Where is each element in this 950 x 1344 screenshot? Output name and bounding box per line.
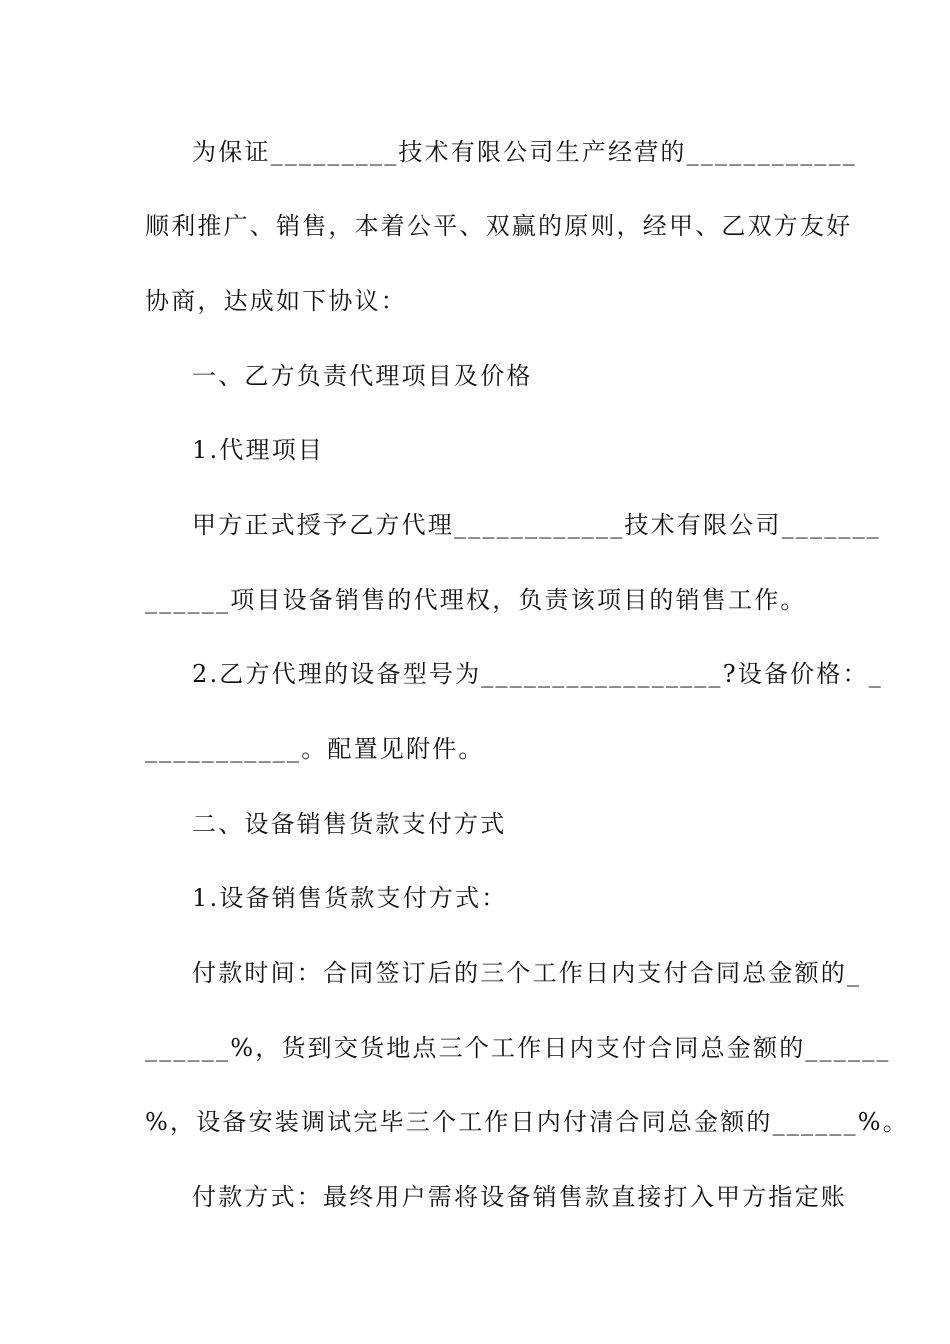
paragraph-line-11: 付款方式：最终用户需将设备销售款直接打入甲方指定账 [192,1183,847,1211]
paragraph-line-2: 顺利推广、销售，本着公平、双赢的原则，经甲、乙双方友好 [145,212,853,240]
subheading-2: 1.设备销售货款支付方式： [192,884,508,912]
paragraph-line-6: 2.乙方代理的设备型号为_________________?设备价格：_ [192,660,883,688]
section-heading-2: 二、设备销售货款支付方式 [192,810,507,838]
paragraph-line-7: ___________。配置见附件。 [145,735,485,763]
subheading-1: 1.代理项目 [192,436,325,464]
paragraph-line-9: ______%，货到交货地点三个工作日内支付合同总金额的______ [145,1034,891,1062]
paragraph-line-10: %，设备安装调试完毕三个工作日内付清合同总金额的______%。 [145,1108,910,1136]
paragraph-line-8: 付款时间：合同签订后的三个工作日内支付合同总金额的_ [192,959,862,987]
section-heading-1: 一、乙方负责代理项目及价格 [192,362,533,390]
paragraph-line-3: 协商，达成如下协议： [145,287,407,315]
paragraph-line-4: 甲方正式授予乙方代理____________技术有限公司_______ [192,511,881,539]
paragraph-line-1: 为保证_________技术有限公司生产经营的____________ [192,138,857,166]
paragraph-line-5: ______项目设备销售的代理权，负责该项目的销售工作。 [145,586,807,614]
